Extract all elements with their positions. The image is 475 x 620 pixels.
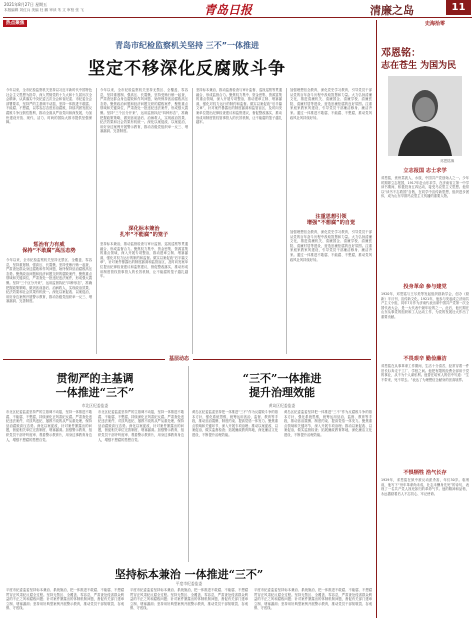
- article-a-byline: 市北区纪委监委: [81, 403, 109, 408]
- section-3-title: 注重思想引领 增强“不想腐”的自觉: [306, 214, 356, 226]
- article-b-title: “三不”一体推进 提升治理效能: [242, 372, 322, 399]
- section-3-body: 加强理想信念教育，深化党史学习教育，引导党员干部从党的百年奋斗历程中汲取智慧和力量。大力弘扬清廉文化，推进清廉机关、清廉国企、清廉学校、清廉医院、清廉村居等建设，营造崇廉拒腐的良好氛围。注重家庭家教家风建设，引导党员干部廉洁修身、廉洁齐家。通过一体推进不敢腐、不能腐、不想腐，推动党风政风社风持续好转。: [290, 230, 372, 262]
- column-divider: [96, 88, 97, 354]
- right-section-1-body: 邓恩铭，贵州荔波人，水族，中国共产党创始人之一。少年时期即立志报国，1917年赴山东求学，在济南省立第一中学读书期间，积极投身五四运动，接受马克思主义思想。他常以“读书不忘救国”自勉，在同学中宣传新思想，组织进步团体，成为山东早期马克思主义传播的重要人物。: [381, 176, 469, 199]
- right-section-3-body: 邓恩铭在从事革命工作期间，生活十分清苦，经常穿着一件旧长衫奔走于工厂、学校之间。他把有限的经费全部用于党的事业，从不为个人谋私利。他曾在给家人的信中写道：“生不带来，死不带去。”表达了为理想信念献身的崇高境界。: [381, 364, 469, 382]
- section-3: [290, 214, 372, 226]
- right-section-1-title: 立志报国 志士求学: [403, 168, 447, 174]
- article-a-body-cont: 市北区纪委监委坚持严的主基调不动摇，坚持一体推进不敢腐、不能腐、不想腐，持续深化正风肃纪反腐。严肃查处违纪违法案件，对顶风违纪、屡教不改的从严从重处理，保持惩治腐败高压态势。深化以案促改，针对案件暴露出的问题，督促相关单位完善制度、堵塞漏洞。加强警示教育，组织党员干部旁听庭审、观看警示教育片，用身边事教育身边人，增强不想腐的思想自觉。: [98, 410, 184, 442]
- hot-spot-tag: 热点聚焦: [3, 20, 27, 27]
- section-2-title: 深化标本兼治 扎牢“不能腐”的笼子: [119, 226, 169, 238]
- editors-line: 本版编辑 刘红兵 美编 杜 鹏 审读 朱 文 审校 张 飞: [4, 8, 84, 12]
- article-b-body-cont: 黄岛区纪委监委坚持把一体推进“三不”作为反腐败斗争的基本方针，强化系统思维，统筹运用惩治、监督、教育等手段，推动惩治震慑、制度约束、提高觉悟一体发力。聚焦重点领域和关键环节，深入开展专项治理；推动以案促改、以案促治，做实监督检查；拓展廉政教育阵地，深化廉洁文化建设，不断提升治理效能。: [284, 410, 372, 437]
- column-divider: [192, 88, 193, 354]
- article-c-body: 平度市纪委监委坚持标本兼治、系统施治，把一体推进不敢腐、不能腐、不想腐贯穿正风肃纪反腐全过程。坚持无禁区、全覆盖、零容忍，严肃查处侵害群众利益的不正之风和腐败问题；针对案件暴露出的体制机制问题，督促有关部门建章立制、堵塞漏洞；坚持用好典型案例开展警示教育，推动党员干部知敬畏、存戒惧、守底线。: [6, 588, 124, 611]
- section-1: [6, 242, 92, 254]
- article-a-body: 市北区纪委监委坚持严的主基调不动摇，坚持一体推进不敢腐、不能腐、不想腐，持续深化正风肃纪反腐。严肃查处违纪违法案件，对顶风违纪、屡教不改的从严从重处理，保持惩治腐败高压态势。深化以案促改，针对案件暴露出的问题，督促相关单位完善制度、堵塞漏洞。加强警示教育，组织党员干部旁听庭审、观看警示教育片，用身边事教育身边人，增强不想腐的思想自觉。: [6, 410, 92, 442]
- right-section-2-title: 投身革命 参与建党: [403, 284, 447, 290]
- newspaper-logo: 青岛日报: [204, 3, 253, 17]
- section-3-body-pre: 加强理想信念教育，深化党史学习教育，引导党员干部从党的百年奋斗历程中汲取智慧和力量。大力弘扬清廉文化，推进清廉机关、清廉国企、清廉学校、清廉医院、清廉村居等建设，营造崇廉拒腐的良好氛围。注重家庭家教家风建设，引导党员干部廉洁修身、廉洁齐家。通过一体推进不敢腐、不能腐、不想腐，推动党风政风社风持续好转。: [290, 88, 372, 120]
- article-subhead: 青岛市纪检监察机关坚持 三不”一体推进: [114, 41, 260, 50]
- column-divider: [188, 366, 189, 562]
- section-1-body: 今年以来，全市纪检监察机关坚持无禁区、全覆盖、零容忍，坚持重遏制、强高压、长震慑，坚持受贿行贿一起查，严肃查处群众身边腐败和作风问题，始终保持惩治腐败高压态势。聚焦政治问题和经济问题交织的腐败案件，聚焦重点领域和关键岗位，严肃查处一批违纪违法案件，形成强大震慑。坚持“三个区分开来”，运用监督执纪“四种形态”，准确把握政策策略，做到惩前毖后、治病救人，实现政治效果、纪法效果和社会效果有机统一。深化以案促改、以案促治，用好身边案例开展警示教育，推动各级党组织举一反三、堵塞漏洞、完善制度。: [6, 258, 92, 304]
- article-a-title: 贯彻严的主基调 一体推进“三不”: [55, 372, 135, 399]
- section-2: [100, 226, 188, 238]
- article-b-body: 黄岛区纪委监委坚持把一体推进“三不”作为反腐败斗争的基本方针，强化系统思维，统筹运用惩治、监督、教育等手段，推动惩治震慑、制度约束、提高觉悟一体发力。聚焦重点领域和关键环节，深入开展专项治理；推动以案促改、以案促治，做实监督检查；拓展廉政教育阵地，深化廉洁文化建设，不断提升治理效能。: [192, 410, 278, 437]
- article-c-body-cont: 平度市纪委监委坚持标本兼治、系统施治，把一体推进不敢腐、不能腐、不想腐贯穿正风肃纪反腐全过程。坚持无禁区、全覆盖、零容忍，严肃查处侵害群众利益的不正之风和腐败问题；针对案件暴露出的体制机制问题，督促有关部门建章立制、堵塞漏洞；坚持用好典型案例开展警示教育，推动党员干部知敬畏、存戒惧、守底线。: [130, 588, 248, 611]
- article-intro: 今年以来，全市纪检监察机关坚持以习近平新时代中国特色社会主义思想为指导，深入贯彻党的十九大和十九届历次全会精神，认真落实中央纪委五次全会和省纪委、市纪委全会部署要求，坚持严的主基调不动摇，坚持一体推进不敢腐、不能腐、不想腐，以零容忍态度惩治腐败，持续巩固发展反腐败斗争压倒性胜利，推动全面从严治党向纵深发展，为加快建设开放、现代、活力、时尚的国际大都市提供坚强保障。: [6, 88, 92, 125]
- portrait-silhouette: [388, 76, 462, 156]
- section-2-body-cont: 坚持标本兼治，推动监督检查与审计监督、巡视巡察等贯通融合，形成监督合力。聚焦权力集中、资金密集、资源富集的重点领域，深入开展专项整治，推动建章立制、堵塞漏洞，强化对权力运行的制约和监督。做实以案促改“后半篇文章”，针对案件暴露出的制度漏洞和监管盲区，及时向发案单位提出纪律检查建议和监察建议，督促整改落实，推动形成用制度管权管事管人的长效机制，让不能腐的笼子越扎越牢。: [196, 88, 282, 125]
- section-1-body-cont: 今年以来，全市纪检监察机关坚持无禁区、全覆盖、零容忍，坚持重遏制、强高压、长震慑，坚持受贿行贿一起查，严肃查处群众身边腐败和作风问题，始终保持惩治腐败高压态势。聚焦政治问题和经济问题交织的腐败案件，聚焦重点领域和关键岗位，严肃查处一批违纪违法案件，形成强大震慑。坚持“三个区分开来”，运用监督执纪“四种形态”，准确把握政策策略，做到惩前毖后、治病救人，实现政治效果、纪法效果和社会效果有机统一。深化以案促改、以案促治，用好身边案例开展警示教育，推动各级党组织举一反三、堵塞漏洞、完善制度。: [100, 88, 188, 134]
- right-column-divider: [376, 20, 377, 618]
- article-headline: 坚定不移深化反腐败斗争: [88, 59, 286, 79]
- article-c-body-cont2: 平度市纪委监委坚持标本兼治、系统施治，把一体推进不敢腐、不能腐、不想腐贯穿正风肃纪反腐全过程。坚持无禁区、全覆盖、零容忍，严肃查处侵害群众利益的不正之风和腐败问题；针对案件暴露出的体制机制问题，督促有关部门建章立制、堵塞漏洞；坚持用好典型案例开展警示教育，推动党员干部知敬畏、存戒惧、守底线。: [254, 588, 372, 611]
- right-section-2-body: 1920年，邓恩铭与王尽美等发起组织励新学会，创办《励新》半月刊，宣传新文化。1921年，他参与发起成立济南共产主义小组，同年7月作为济南代表出席中国共产党第一次全国代表大会，是一大代表中最年轻的之一。此后，他长期在山东从事党的组织和工人运动工作，为党的发展壮大作出了重要贡献。: [381, 292, 469, 319]
- section-1-title: 惩治有力有威 保持“不敢腐”高压态势: [22, 242, 76, 254]
- article-b-byline: 黄岛区纪委监委: [268, 403, 296, 408]
- portrait-title: 志在苍生 为国为民: [381, 61, 457, 71]
- right-column-label: 史海拾零: [425, 21, 446, 27]
- right-section-4-title: 不惧牺牲 浩气长存: [403, 470, 447, 476]
- portrait-caption: 邓恩铭像: [440, 159, 455, 163]
- section-2-body: 坚持标本兼治，推动监督检查与审计监督、巡视巡察等贯通融合，形成监督合力。聚焦权力集中、资金密集、资源富集的重点领域，深入开展专项整治，推动建章立制、堵塞漏洞，强化对权力运行的制约和监督。做实以案促改“后半篇文章”，针对案件暴露出的制度漏洞和监管盲区，及时向发案单位提出纪律检查建议和监察建议，督促整改落实，推动形成用制度管权管事管人的长效机制，让不能腐的笼子越扎越牢。: [100, 242, 188, 279]
- portrait-photo: [388, 76, 462, 156]
- article-c-byline: 平度市纪委监委: [175, 581, 203, 586]
- portrait-name: 邓恩铭：: [381, 48, 421, 59]
- section-name: 清廉之岛: [370, 4, 414, 17]
- right-section-3-title: 不畏艰辛 勤俭廉洁: [403, 356, 447, 362]
- page-number: 11: [446, 0, 471, 15]
- masthead: [0, 0, 475, 18]
- masthead-rule: [3, 17, 472, 18]
- date-line: 2021年8月27日 星期五: [4, 2, 48, 7]
- column-divider: [286, 88, 287, 354]
- right-section-4-body: 1929年，邓恩铭在狱中被反动派杀害，年仅30岁。临刑前，他写下“卅年革命尚未成，壮志未酬身先死”的诗句，表现了一名共产党人视死如归的革命气节。他的精神和品格，永远激励着后人不忘初心、牢记使命。: [381, 478, 469, 496]
- article-c-title: 坚持标本兼治 一体推进“三不”: [114, 568, 264, 581]
- lower-section-label: 基层动态: [165, 355, 193, 362]
